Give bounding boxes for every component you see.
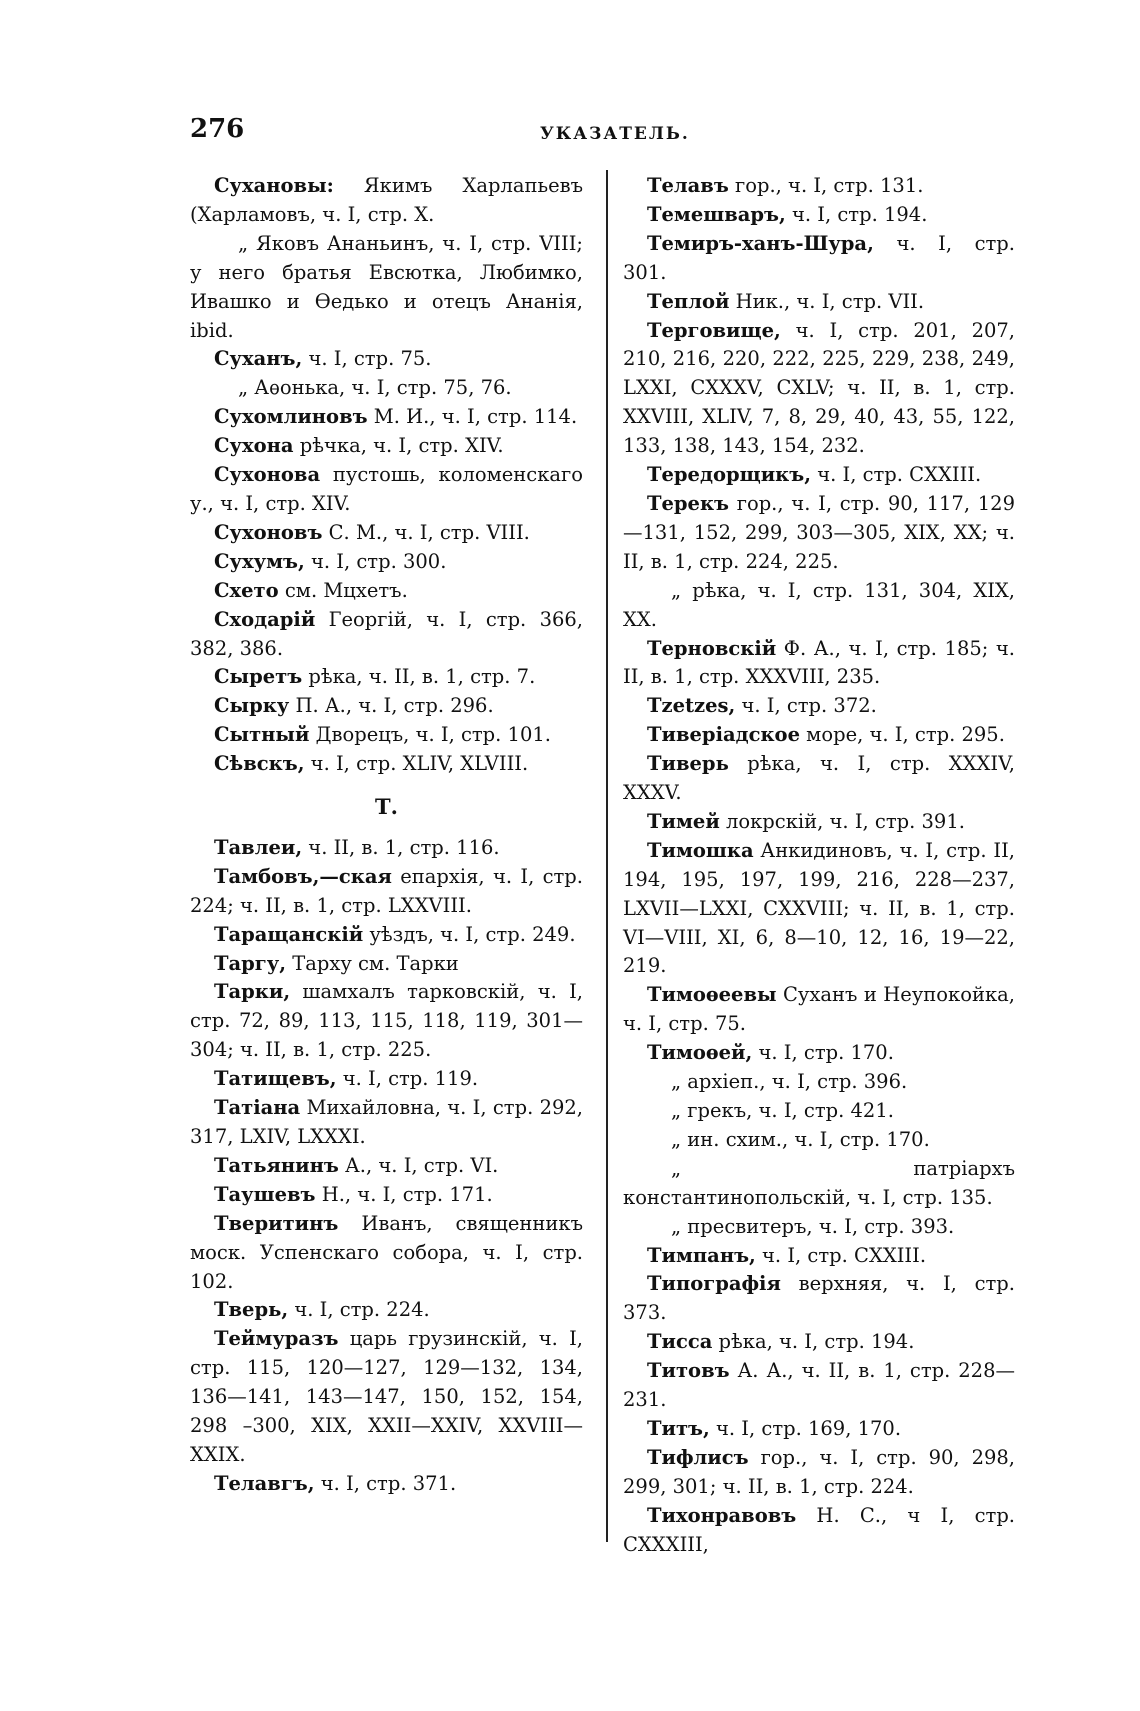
index-entry bbox=[623, 1270, 1015, 1328]
entry-headword: Терновскій bbox=[647, 636, 777, 660]
index-entry bbox=[190, 1065, 583, 1094]
entry-headword: Сухона bbox=[214, 434, 294, 458]
index-entry bbox=[623, 577, 1015, 635]
entry-headword: Теплой bbox=[647, 289, 730, 313]
entry-headword: Тарки, bbox=[214, 980, 291, 1004]
right-column bbox=[623, 172, 1015, 1560]
index-entry bbox=[623, 837, 1015, 982]
index-entry bbox=[623, 1126, 1015, 1155]
index-entry bbox=[190, 663, 583, 692]
entry-headword: Сытный bbox=[214, 723, 310, 747]
entry-headword: Темиръ-ханъ-Шура, bbox=[647, 231, 874, 255]
entry-text: „ патріархъ константинопольскій, ч. I, стр. 135. bbox=[623, 1156, 1015, 1209]
entry-headword: Титъ, bbox=[647, 1416, 710, 1440]
index-entry bbox=[190, 1094, 583, 1152]
entry-headword: Сухумъ, bbox=[214, 549, 305, 573]
entry-headword: Тихонравовъ bbox=[647, 1503, 797, 1527]
index-entry bbox=[623, 981, 1015, 1039]
index-entry bbox=[190, 978, 583, 1065]
index-entry bbox=[623, 172, 1015, 201]
entry-text: гор., ч. I, стр. 131. bbox=[728, 174, 924, 197]
entry-text: „ ин. схим., ч. I, стр. 170. bbox=[671, 1127, 930, 1151]
entry-headword: Терговище, bbox=[647, 318, 781, 342]
entry-text: ч. I, стр. 371. bbox=[314, 1471, 457, 1495]
index-entry bbox=[623, 635, 1015, 693]
entry-text: Тарху см. Тарки bbox=[286, 951, 459, 975]
entry-headword: Таргу, bbox=[214, 951, 287, 975]
entry-headword: Tzetzes, bbox=[647, 694, 736, 718]
index-entry bbox=[190, 863, 583, 921]
index-entry bbox=[623, 1328, 1015, 1357]
entry-text: ч. I, стр. 201, 207, 210, 216, 220, 222, 225, 229, 238, 249, LXXI, CXXXV, CXLV; ч. II, в. 1, стр. XXVIII, XLIV, 7, 8, 29, 40, 43, 55, 122, 133, 138, 143, 154, 232. bbox=[623, 318, 1015, 458]
entry-text: ч. I, стр. XLIV, XLVIII. bbox=[304, 752, 529, 776]
entry-headword: Суханъ, bbox=[214, 347, 303, 371]
entry-headword: Таушевъ bbox=[214, 1182, 316, 1206]
index-entry bbox=[190, 1210, 583, 1297]
index-entry bbox=[623, 461, 1015, 490]
entry-headword: Тередорщикъ, bbox=[647, 463, 811, 487]
index-entry bbox=[190, 230, 583, 346]
entry-text: верхняя, ч. I, стр. 373. bbox=[623, 1272, 1015, 1325]
index-entry bbox=[190, 577, 583, 606]
entry-text: ч. I, стр. 170. bbox=[752, 1041, 894, 1065]
entry-text: рѣка, ч. I, стр. 194. bbox=[712, 1330, 915, 1354]
index-entry bbox=[623, 1068, 1015, 1097]
entry-headword: Татьянинъ bbox=[214, 1153, 339, 1177]
entry-text: ч. I, стр. CXXIII. bbox=[811, 463, 982, 487]
entry-headword: Таращанскій bbox=[214, 922, 364, 946]
entry-headword: Сходарій bbox=[214, 607, 316, 631]
index-entry bbox=[190, 950, 583, 979]
entry-text: Михайловна, ч. I, стр. 292, 317, LXIV, LXXXI. bbox=[190, 1096, 583, 1148]
entry-headword: Татищевъ, bbox=[214, 1067, 337, 1091]
entry-headword: Сѣвскъ, bbox=[214, 752, 305, 776]
entry-headword: Татіана bbox=[214, 1096, 301, 1120]
entry-headword: Тверитинъ bbox=[214, 1211, 339, 1235]
entry-text: ч. I, стр. 300. bbox=[304, 549, 447, 573]
index-entry bbox=[190, 606, 583, 664]
index-entry bbox=[190, 548, 583, 577]
entry-text: „ архіеп., ч. I, стр. 396. bbox=[671, 1070, 908, 1094]
entry-text: С. М., ч. I, стр. VIII. bbox=[322, 520, 530, 544]
entry-headword: Тавлеи, bbox=[214, 835, 303, 859]
entry-headword: Сыретъ bbox=[214, 665, 303, 689]
index-entry bbox=[623, 1213, 1015, 1242]
entry-headword: Сырку bbox=[214, 694, 290, 718]
entry-text: рѣчка, ч. I, стр. XIV. bbox=[293, 434, 504, 458]
index-entry bbox=[623, 1357, 1015, 1415]
entry-headword: Телавгъ, bbox=[214, 1471, 315, 1495]
entry-text: Анкидиновъ, ч. I, стр. II, 194, 195, 197, 199, 216, 228—237, LXVII—LXXI, CXXVIII; ч. II, в. 1, стр. VI—VIII, XI, 6, 8—10, 12, 16, 19—22, 219. bbox=[623, 838, 1015, 978]
entry-text: Георгій, ч. I, стр. 366, 382, 386. bbox=[190, 607, 583, 660]
entry-headword: Тамбовъ,—ская bbox=[214, 864, 392, 888]
index-entry bbox=[623, 490, 1015, 577]
entry-text: Иванъ, священникъ моск. Успенскаго собора, ч. I, стр. 102. bbox=[190, 1211, 583, 1293]
index-entry bbox=[190, 1470, 583, 1499]
index-entry bbox=[623, 1155, 1015, 1213]
entry-text: А., ч. I, стр. VI. bbox=[338, 1153, 499, 1177]
index-entry bbox=[623, 808, 1015, 837]
entry-text: см. Мцхетъ. bbox=[278, 578, 408, 602]
entry-headword: Тиверіадское bbox=[647, 723, 800, 747]
entry-headword: Сухомлиновъ bbox=[214, 405, 368, 429]
entry-text: „ Аѳонька, ч. I, стр. 75, 76. bbox=[238, 376, 512, 400]
entry-headword: Тифлисъ bbox=[647, 1445, 749, 1469]
entry-text: епархія, ч. I, стр. 224; ч. II, в. 1, стр. LXXVIII. bbox=[190, 864, 583, 917]
index-entry bbox=[623, 1097, 1015, 1126]
entry-headword: Титовъ bbox=[647, 1359, 730, 1383]
entry-headword: Тиверь bbox=[647, 752, 729, 776]
index-entry bbox=[623, 1242, 1015, 1271]
entry-text: „ грекъ, ч. I, стр. 421. bbox=[671, 1099, 894, 1122]
entry-headword: Сухонова bbox=[214, 463, 321, 487]
entry-text: пустошь, коломенскаго у., ч. I, стр. XIV. bbox=[190, 463, 583, 515]
entry-text: рѣка, ч. I, стр. XXXIV, XXXV. bbox=[623, 752, 1015, 805]
index-entry bbox=[190, 1152, 583, 1181]
entry-headword: Тисса bbox=[647, 1330, 713, 1354]
index-entry bbox=[623, 201, 1015, 230]
index-entry bbox=[190, 374, 583, 403]
entry-text: Суханъ и Неупокойка, ч. I, стр. 75. bbox=[623, 983, 1015, 1036]
index-entry bbox=[190, 1296, 583, 1325]
entry-text: ч. I, стр. 119. bbox=[336, 1067, 479, 1091]
entry-text: ч. I, стр. 224. bbox=[288, 1298, 430, 1322]
entry-text: ч. I, стр. CXXIII. bbox=[755, 1243, 927, 1267]
index-entry bbox=[623, 1502, 1015, 1560]
index-entry bbox=[190, 172, 583, 230]
entry-text: Якимъ Харлапьевъ (Харламовъ, ч. I, стр. X. bbox=[190, 174, 583, 226]
entry-text: ч. I, стр. 169, 170. bbox=[709, 1416, 902, 1440]
index-entry bbox=[190, 461, 583, 519]
entry-text: Ник., ч. I, стр. VII. bbox=[729, 289, 925, 313]
entry-headword: Сухановы: bbox=[214, 174, 334, 197]
index-entry bbox=[623, 288, 1015, 317]
index-entry bbox=[190, 721, 583, 750]
entry-text: царь грузинскій, ч. I, стр. 115, 120—127, 129—132, 134, 136—141, 143—147, 150, 152, 154, 298 –300, XIX, XXII—XXIV, XXVIII—XXIX. bbox=[190, 1327, 583, 1466]
entry-text: гор., ч. I, стр. 90, 117, 129—131, 152, 299, 303—305, XIX, XX; ч. II, в. 1, стр. 224, 225. bbox=[623, 491, 1015, 573]
left-column bbox=[190, 172, 583, 1499]
entry-headword: Схето bbox=[214, 578, 279, 602]
index-entry bbox=[623, 230, 1015, 288]
entry-text: шамхалъ тарковскій, ч. I, стр. 72, 89, 113, 115, 118, 119, 301—304; ч. II, в. 1, стр. 225. bbox=[190, 980, 583, 1062]
section-letter: Т. bbox=[375, 794, 398, 820]
index-entry bbox=[623, 750, 1015, 808]
entry-text: уѣздъ, ч. I, стр. 249. bbox=[363, 922, 576, 946]
entry-headword: Тимпанъ, bbox=[647, 1243, 756, 1267]
index-entry bbox=[190, 403, 583, 432]
entry-text: гор., ч. I, стр. 90, 298, 299, 301; ч. II, в. 1, стр. 224. bbox=[623, 1445, 1015, 1498]
running-head: УКАЗАТЕЛЬ. bbox=[540, 124, 690, 144]
entry-headword: Тимоѳеевы bbox=[647, 983, 777, 1007]
entry-text: Н., ч. I, стр. 171. bbox=[315, 1182, 493, 1206]
entry-headword: Типографія bbox=[647, 1272, 781, 1296]
index-entry bbox=[623, 1415, 1015, 1444]
index-entry bbox=[190, 750, 583, 779]
index-entry bbox=[190, 1181, 583, 1210]
entry-text: М. И., ч. I, стр. 114. bbox=[367, 405, 578, 429]
entry-headword: Тимоѳей, bbox=[647, 1041, 753, 1065]
index-entry bbox=[623, 1039, 1015, 1068]
index-entry bbox=[190, 432, 583, 461]
entry-headword: Темешваръ, bbox=[647, 202, 786, 226]
entry-headword: Тимей bbox=[647, 809, 720, 833]
index-entry bbox=[190, 345, 583, 374]
entry-headword: Телавъ bbox=[647, 174, 729, 197]
index-entry bbox=[623, 692, 1015, 721]
entry-text: „ Яковъ Ананьинъ, ч. I, стр. VIII; у него братья Евсютка, Любимко, Ивашко и Ѳедько и отецъ Ананія, ibid. bbox=[190, 231, 583, 342]
entry-text: локрскій, ч. I, стр. 391. bbox=[719, 809, 965, 833]
entry-text: рѣка, ч. II, в. 1, стр. 7. bbox=[302, 665, 536, 689]
entry-text: ч. I, стр. 75. bbox=[302, 347, 432, 371]
entry-headword: Сухоновъ bbox=[214, 520, 323, 544]
index-entry bbox=[623, 1444, 1015, 1502]
index-entry bbox=[623, 721, 1015, 750]
entry-text: П. А., ч. I, стр. 296. bbox=[289, 694, 494, 718]
entry-text: Ф. А., ч. I, стр. 185; ч. II, в. 1, стр. XXXVIII, 235. bbox=[623, 636, 1015, 689]
index-entry bbox=[190, 519, 583, 548]
page-number: 276 bbox=[190, 114, 245, 144]
entry-headword: Тимошка bbox=[647, 838, 754, 862]
entry-text: море, ч. I, стр. 295. bbox=[799, 723, 1005, 747]
column-divider bbox=[606, 170, 608, 1542]
entry-text: ч. I, стр. 301. bbox=[623, 231, 1015, 284]
entry-headword: Терекъ bbox=[647, 491, 729, 515]
index-entry bbox=[190, 692, 583, 721]
index-entry bbox=[623, 317, 1015, 462]
entry-text: „ рѣка, ч. I, стр. 131, 304, XIX, XX. bbox=[623, 578, 1015, 631]
entry-text: Н. С., ч I, стр. CXXXIII, bbox=[623, 1503, 1015, 1556]
entry-text: А. А., ч. II, в. 1, стр. 228—231. bbox=[623, 1359, 1015, 1412]
entry-text: ч. I, стр. 372. bbox=[735, 694, 877, 718]
entry-text: Дворецъ, ч. I, стр. 101. bbox=[309, 723, 551, 747]
entry-headword: Тверь, bbox=[214, 1298, 289, 1322]
entry-text: ч. II, в. 1, стр. 116. bbox=[302, 835, 500, 859]
entry-headword: Теймуразъ bbox=[214, 1327, 339, 1351]
index-entry bbox=[190, 834, 583, 863]
index-entry bbox=[190, 921, 583, 950]
entry-text: ч. I, стр. 194. bbox=[785, 202, 928, 226]
index-entry bbox=[190, 1325, 583, 1470]
entry-text: „ пресвитеръ, ч. I, стр. 393. bbox=[671, 1214, 955, 1238]
